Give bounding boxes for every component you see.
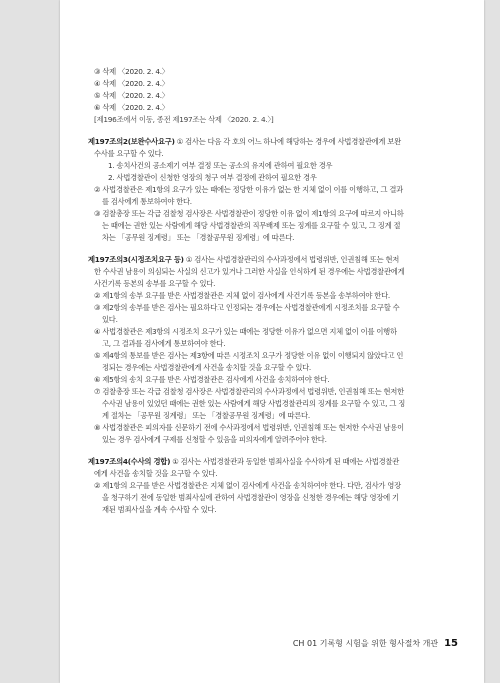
text-line: ⑤ 제4항의 통보를 받은 검사는 제3항에 따른 시정조치 요구가 정당한 이유 없이 이행되지 않았다고 인: [94, 351, 404, 360]
page-content: [88, 66, 450, 516]
document-page: [60, 0, 484, 683]
text-line: ② 제1항의 송부 요구를 받은 사법경찰관은 지체 없이 검사에게 사건기록 등본을 송부하여야 한다.: [94, 291, 390, 300]
text-line: 수사를 요구할 수 있다.: [94, 149, 164, 158]
text-line: 계 절차는 「공무원 징계령」 또는 「경찰공무원 징계령」에 따른다.: [102, 411, 310, 420]
text-line: 있는 경우 검사에게 구제를 신청할 수 있음을 피의자에게 알려주어야 한다.: [102, 435, 327, 444]
text-line: 있다.: [102, 315, 118, 324]
article-title: 제197조의3(시정조치요구 등): [88, 255, 184, 264]
text-line: 사건기록 등본의 송부를 요구할 수 있다.: [94, 279, 216, 288]
text-line: 1. 송치사건의 공소제기 여부 결정 또는 공소의 유지에 관하여 필요한 경우: [108, 161, 333, 170]
text-line: ② 제1항의 요구를 받은 사법경찰관은 지체 없이 검사에게 사건을 송치하여야 한다. 다만, 검사가 영장: [94, 481, 401, 490]
text-line: 재된 범죄사실을 계속 수사할 수 있다.: [102, 505, 217, 514]
text-line: 한 수사권 남용이 의심되는 사실의 신고가 있거나 그러한 사실을 인식하게 된 경우에는 사법경찰관에게: [94, 267, 405, 276]
article-title: 제197조의2(보완수사요구): [88, 137, 175, 146]
text-line: 를 검사에게 통보하여야 한다.: [102, 197, 192, 206]
text-line: ⑥ 제5항의 송치 요구를 받은 사법경찰관은 검사에게 사건을 송치하여야 한다.: [94, 375, 330, 384]
text-line: 수사권 남용이 있었던 때에는 권한 있는 사람에게 해당 사법경찰관리의 징계를 요구할 수 있고, 그 징: [102, 399, 405, 408]
text-line: ③ 삭제 〈2020. 2. 4.〉: [94, 67, 169, 76]
text-line: ① 검사는 사법경찰관리의 수사과정에서 법령위반, 인권침해 또는 현저: [183, 255, 400, 264]
text-line: ⑤ 삭제 〈2020. 2. 4.〉: [94, 91, 169, 100]
text-line: ④ 사법경찰관은 제3항의 시정조치 요구가 있는 때에는 정당한 이유가 없으면 지체 없이 이를 이행하: [94, 327, 397, 336]
text-line: 을 청구하기 전에 동일한 범죄사실에 관하여 사법경찰관이 영장을 신청한 경우에는 해당 영장에 기: [102, 493, 399, 502]
article-197-3: [88, 254, 450, 446]
text-line: ① 검사는 사법경찰관과 동일한 범죄사실을 수사하게 된 때에는 사법경찰관: [170, 457, 400, 466]
text-line: ① 검사는 다음 각 호의 어느 하나에 해당하는 경우에 사법경찰관에게 보완: [174, 137, 401, 146]
running-header: CH 01 기록형 시험을 위한 형사절차 개관: [292, 639, 439, 648]
deleted-clauses: [88, 66, 450, 126]
article-title: 제197조의4(수사의 경합): [88, 457, 171, 466]
article-197-4: [88, 456, 450, 516]
text-line: ⑥ 삭제 〈2020. 2. 4.〉: [94, 103, 169, 112]
text-line: ③ 제2항의 송부를 받은 검사는 필요하다고 인정되는 경우에는 사법경찰관에게 시정조치를 요구할 수: [94, 303, 400, 312]
text-line: ④ 삭제 〈2020. 2. 4.〉: [94, 79, 169, 88]
amendment-note: [제196조에서 이동, 종전 제197조는 삭제 〈2020. 2. 4.〉]: [94, 115, 274, 124]
text-line: ⑧ 사법경찰관은 피의자를 신문하기 전에 수사과정에서 법령위반, 인권침해 또는 현저한 수사권 남용이: [94, 423, 404, 432]
article-197-2: [88, 136, 450, 244]
text-line: ⑦ 검찰총장 또는 각급 검찰청 검사장은 사법경찰관리의 수사과정에서 법령위반, 인권침해 또는 현저한: [94, 387, 404, 396]
text-line: 에게 사건을 송치할 것을 요구할 수 있다.: [94, 469, 218, 478]
page-footer: [293, 638, 458, 649]
text-line: 2. 사법경찰관이 신청한 영장의 청구 여부 결정에 관하여 필요한 경우: [108, 173, 317, 182]
text-line: ② 사법경찰관은 제1항의 요구가 있는 때에는 정당한 이유가 없는 한 지체 없이 이를 이행하고, 그 결과: [94, 185, 403, 194]
page-number: 15: [444, 638, 458, 649]
text-line: 고, 그 결과를 검사에게 통보하여야 한다.: [102, 339, 226, 348]
text-line: ③ 검찰총장 또는 각급 검찰청 검사장은 사법경찰관이 정당한 이유 없이 제1항의 요구에 따르지 아니하: [94, 209, 404, 218]
text-line: 정되는 경우에는 사법경찰관에게 사건을 송치할 것을 요구할 수 있다.: [102, 363, 311, 372]
text-line: 차는 「공무원 징계령」 또는 「경찰공무원 징계령」에 따른다.: [102, 233, 295, 242]
text-line: 는 때에는 권한 있는 사람에게 해당 사법경찰관의 직무배제 또는 징계를 요구할 수 있고, 그 징계 절: [102, 221, 401, 230]
